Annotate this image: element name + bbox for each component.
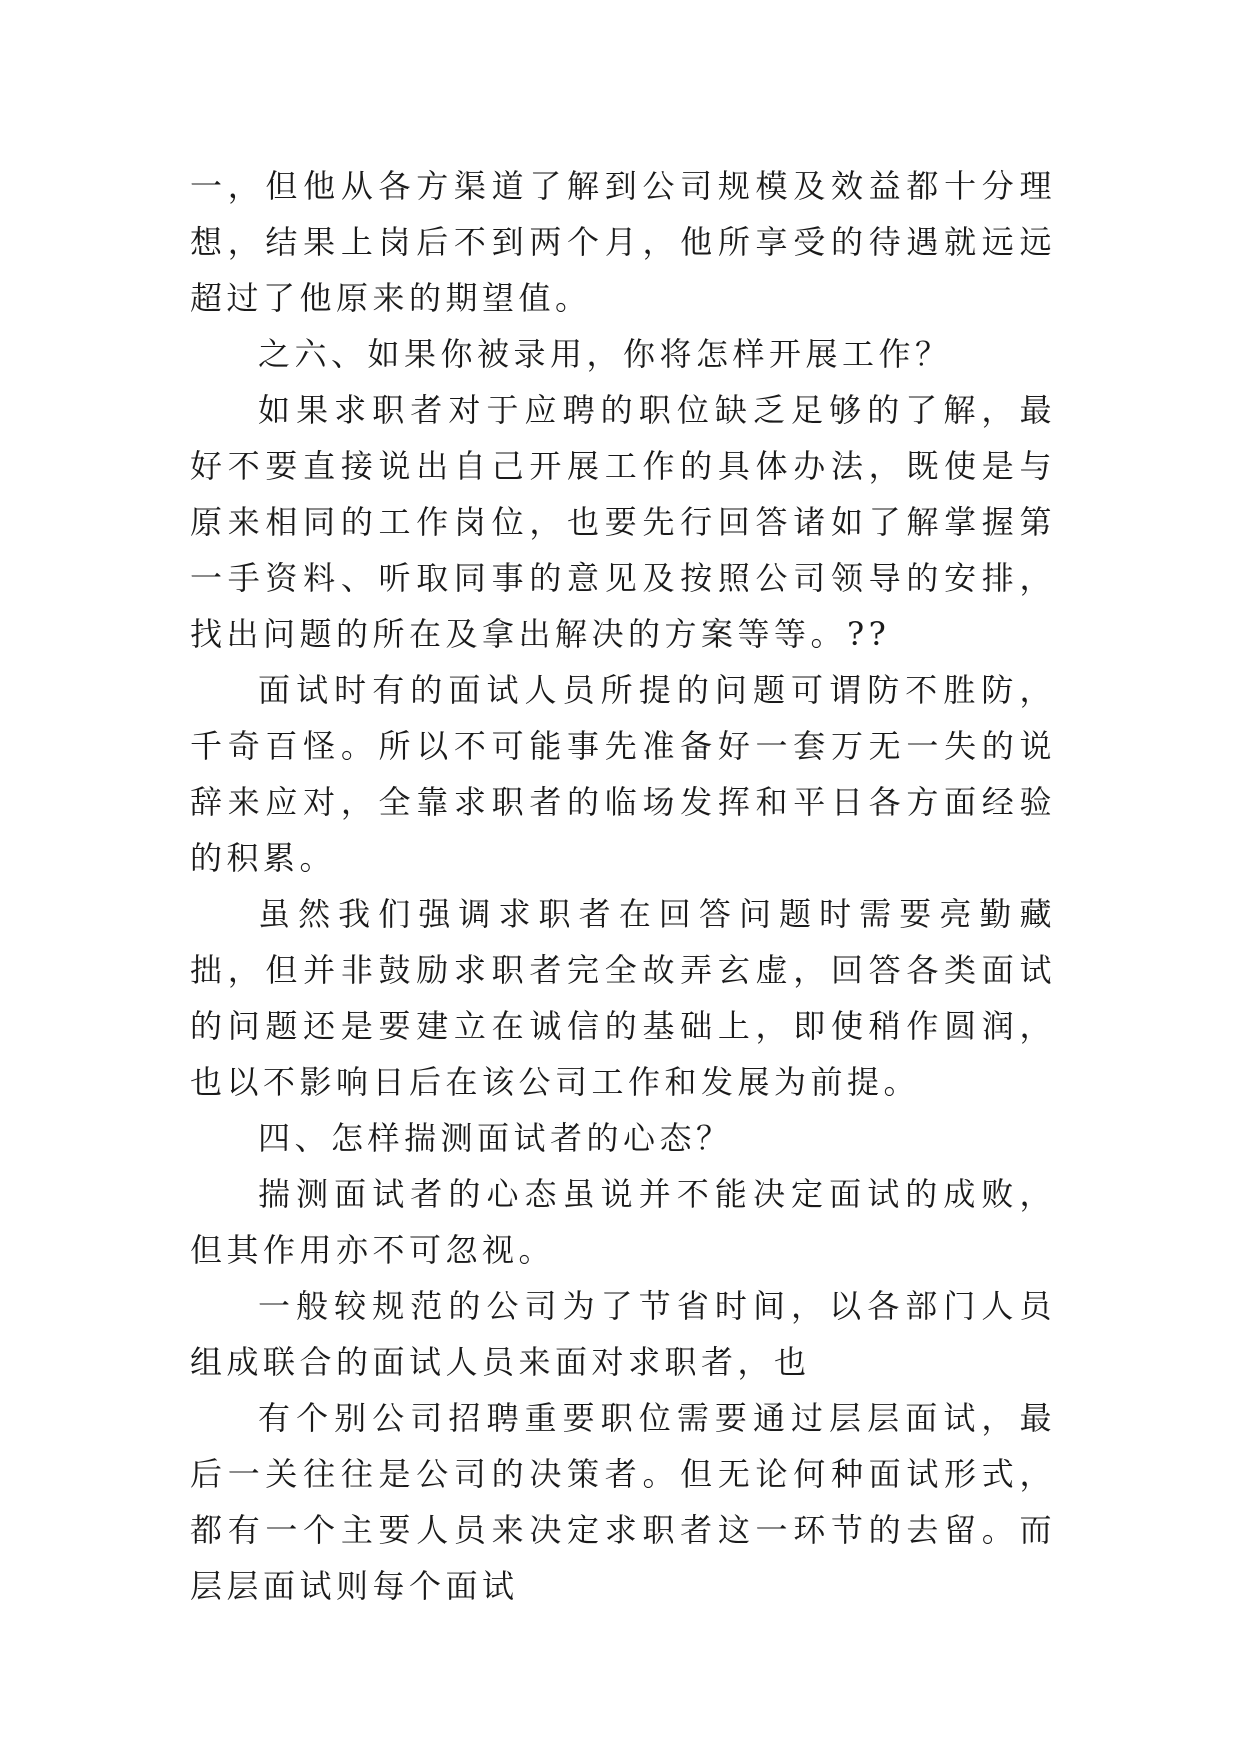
paragraph: 面试时有的面试人员所提的问题可谓防不胜防，千奇百怪。所以不可能事先准备好一套万无一失的说辞来应对，全靠求职者的临场发挥和平日各方面经验的积累。 — [190, 671, 1056, 877]
paragraph: 一，但他从各方渠道了解到公司规模及效益都十分理想，结果上岗后不到两个月，他所享受的待遇就远远超过了他原来的期望值。 — [190, 167, 1056, 317]
document-body — [190, 158, 1056, 1614]
paragraph: 一般较规范的公司为了节省时间，以各部门人员组成联合的面试人员来面对求职者，也 — [190, 1287, 1056, 1381]
paragraph: 揣测面试者的心态虽说并不能决定面试的成败，但其作用亦不可忽视。 — [190, 1175, 1056, 1269]
paragraph: 有个别公司招聘重要职位需要通过层层面试，最后一关往往是公司的决策者。但无论何种面试形式，都有一个主要人员来决定求职者这一环节的去留。而层层面试则每个面试 — [190, 1399, 1056, 1605]
paragraph: 虽然我们强调求职者在回答问题时需要亮勤藏拙，但并非鼓励求职者完全故弄玄虚，回答各类面试的问题还是要建立在诚信的基础上，即使稍作圆润，也以不影响日后在该公司工作和发展为前提。 — [190, 895, 1056, 1101]
section-heading: 之六、如果你被录用，你将怎样开展工作？ — [258, 335, 952, 373]
section-heading: 四、怎样揣测面试者的心态？ — [258, 1119, 733, 1157]
paragraph: 如果求职者对于应聘的职位缺乏足够的了解，最好不要直接说出自己开展工作的具体办法，既使是与原来相同的工作岗位，也要先行回答诸如了解掌握第一手资料、听取同事的意见及按照公司领导的安排，找出问题的所在及拿出解决的方案等等。?? — [190, 391, 1056, 653]
